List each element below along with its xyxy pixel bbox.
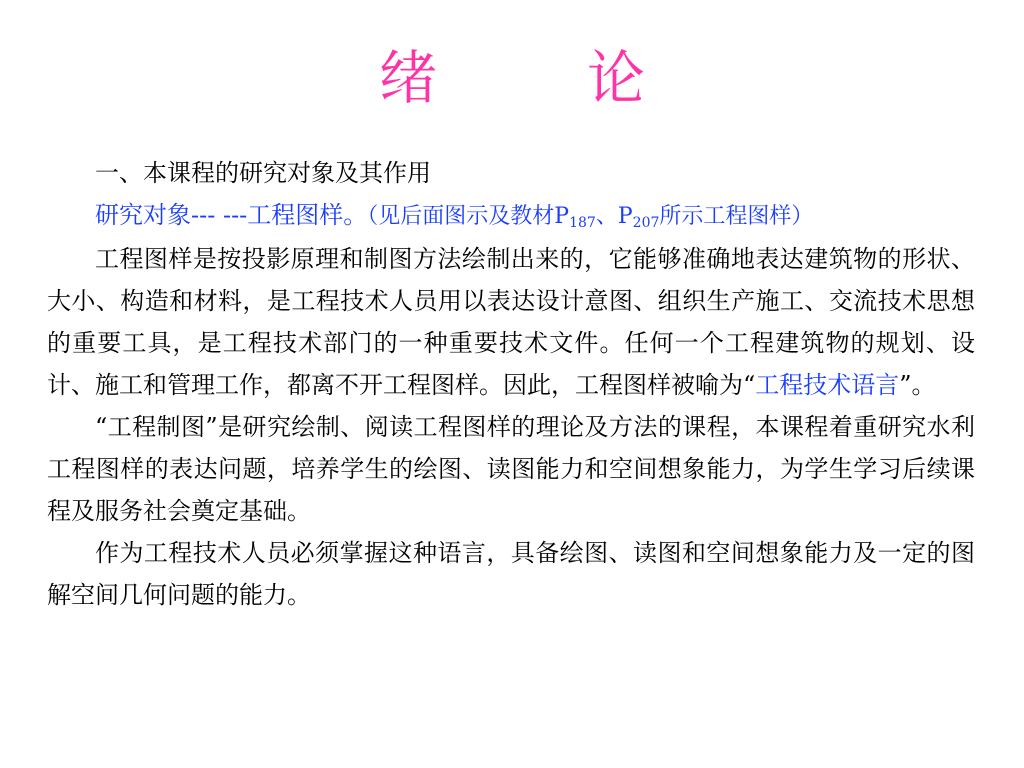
paragraph-3: 作为工程技术人员必须掌握这种语言，具备绘图、读图和空间想象能力及一定的图解空间几何问题的能力。 — [47, 539, 975, 609]
research-object-line — [47, 194, 975, 238]
research-object-note — [367, 204, 813, 229]
title-char-2: 论 — [587, 44, 646, 112]
note-open: （见后面图示及教材P — [367, 204, 570, 229]
title-char-1: 绪 — [378, 44, 437, 112]
slide-body — [47, 152, 975, 616]
page-sub-1: 187 — [569, 215, 596, 231]
engineering-language-highlight: 工程技术语言 — [755, 371, 900, 399]
note-sep: 、P — [595, 204, 633, 229]
research-object-label: 研究对象--- ---工程图样。 — [95, 201, 368, 229]
paragraph-1-tail: ”。 — [899, 371, 936, 399]
paragraph-1 — [47, 238, 975, 406]
section-heading: 一、本课程的研究对象及其作用 — [95, 159, 431, 187]
note-close: 所示工程图样） — [659, 204, 814, 229]
slide-title — [0, 38, 1024, 118]
page-sub-2: 207 — [632, 215, 660, 231]
paragraph-1-text: 工程图样是按投影原理和制图方法绘制出来的，它能够准确地表达建筑物的形状、大小、构造和材料，是工程技术人员用以表达设计意图、组织生产施工、交流技术思想的重要工具，是工程技术部门的一种重要技术文件。任何一个工程建筑物的规划、设计、施工和管理工作，都离不开工程图样。因此，工程图样被喻为“ — [47, 245, 975, 399]
paragraph-2: “工程制图”是研究绘制、阅读工程图样的理论及方法的课程，本课程着重研究水利工程图样的表达问题，培养学生的绘图、读图能力和空间想象能力，为学生学习后续课程及服务社会奠定基础。 — [47, 413, 975, 525]
